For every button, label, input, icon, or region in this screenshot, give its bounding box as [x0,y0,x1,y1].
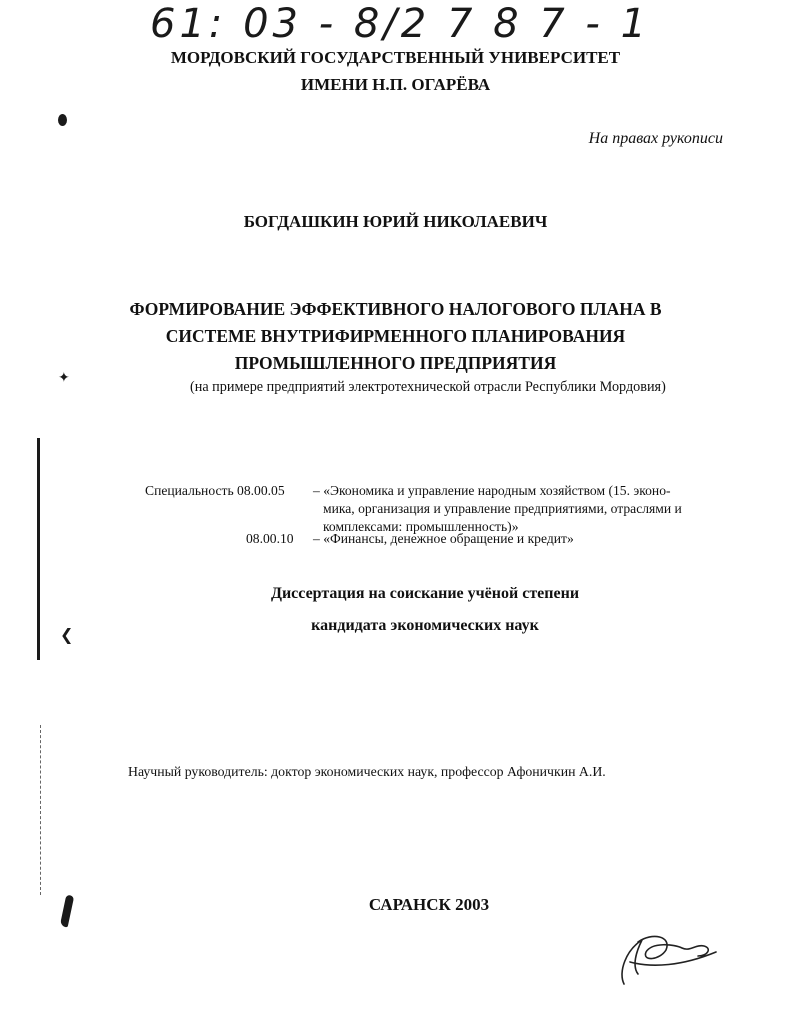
specialty-first-line-2: мика, организация и управление предприятиями, отраслями и [323,501,682,516]
title-subtitle: (на примере предприятий электротехнической отрасли Республики Мордовия) [190,379,666,395]
city-year: САРАНСК 2003 [368,895,490,914]
rights-note: На правах рукописи [588,130,723,147]
scan-margin-dashes [40,725,43,895]
specialty-second-code: 08.00.10 [246,531,294,546]
specialty-first-line-3: комплексами: промышленность)» [323,519,519,534]
title-line-3: ПРОМЫШЛЕННОГО ПРЕДПРИЯТИЯ [234,353,557,373]
scan-arrow-mark: ❮ [60,625,74,644]
title-line-1: ФОРМИРОВАНИЕ ЭФФЕКТИВНОГО НАЛОГОВОГО ПЛАНА В [129,299,662,319]
specialty-second-text: – «Финансы, денежное обращение и кредит» [313,531,574,546]
degree-line-2: кандидата экономических наук [311,617,539,634]
signature-icon [612,922,722,992]
specialty-first-line-1: – «Экономика и управление народным хозяйством (15. эконо- [313,483,671,498]
specialty-first-text [313,482,682,536]
scientific-advisor: Научный руководитель: доктор экономических наук, профессор Афоничкин А.И. [128,764,606,779]
scan-dot-mark [58,114,67,126]
degree-statement [0,580,791,640]
specialty-label: Специальность 08.00.05 [145,483,285,498]
title-line-2: СИСТЕМЕ ВНУТРИФИРМЕННОГО ПЛАНИРОВАНИЯ [165,326,626,346]
university-line-2: ИМЕНИ Н.П. ОГАРЁВА [300,75,491,94]
scan-star-mark: ✦ [58,370,70,386]
author-name: БОГДАШКИН ЮРИЙ НИКОЛАЕВИЧ [243,212,548,231]
university-heading [0,44,791,98]
dissertation-title [0,296,791,377]
handwritten-archive-number: 61: 03 - 8/2 7 8 7 - 1 [150,1,651,47]
degree-line-1: Диссертация на соискание учёной степени [270,585,580,602]
university-line-1: МОРДОВСКИЙ ГОСУДАРСТВЕННЫЙ УНИВЕРСИТЕТ [170,48,621,67]
